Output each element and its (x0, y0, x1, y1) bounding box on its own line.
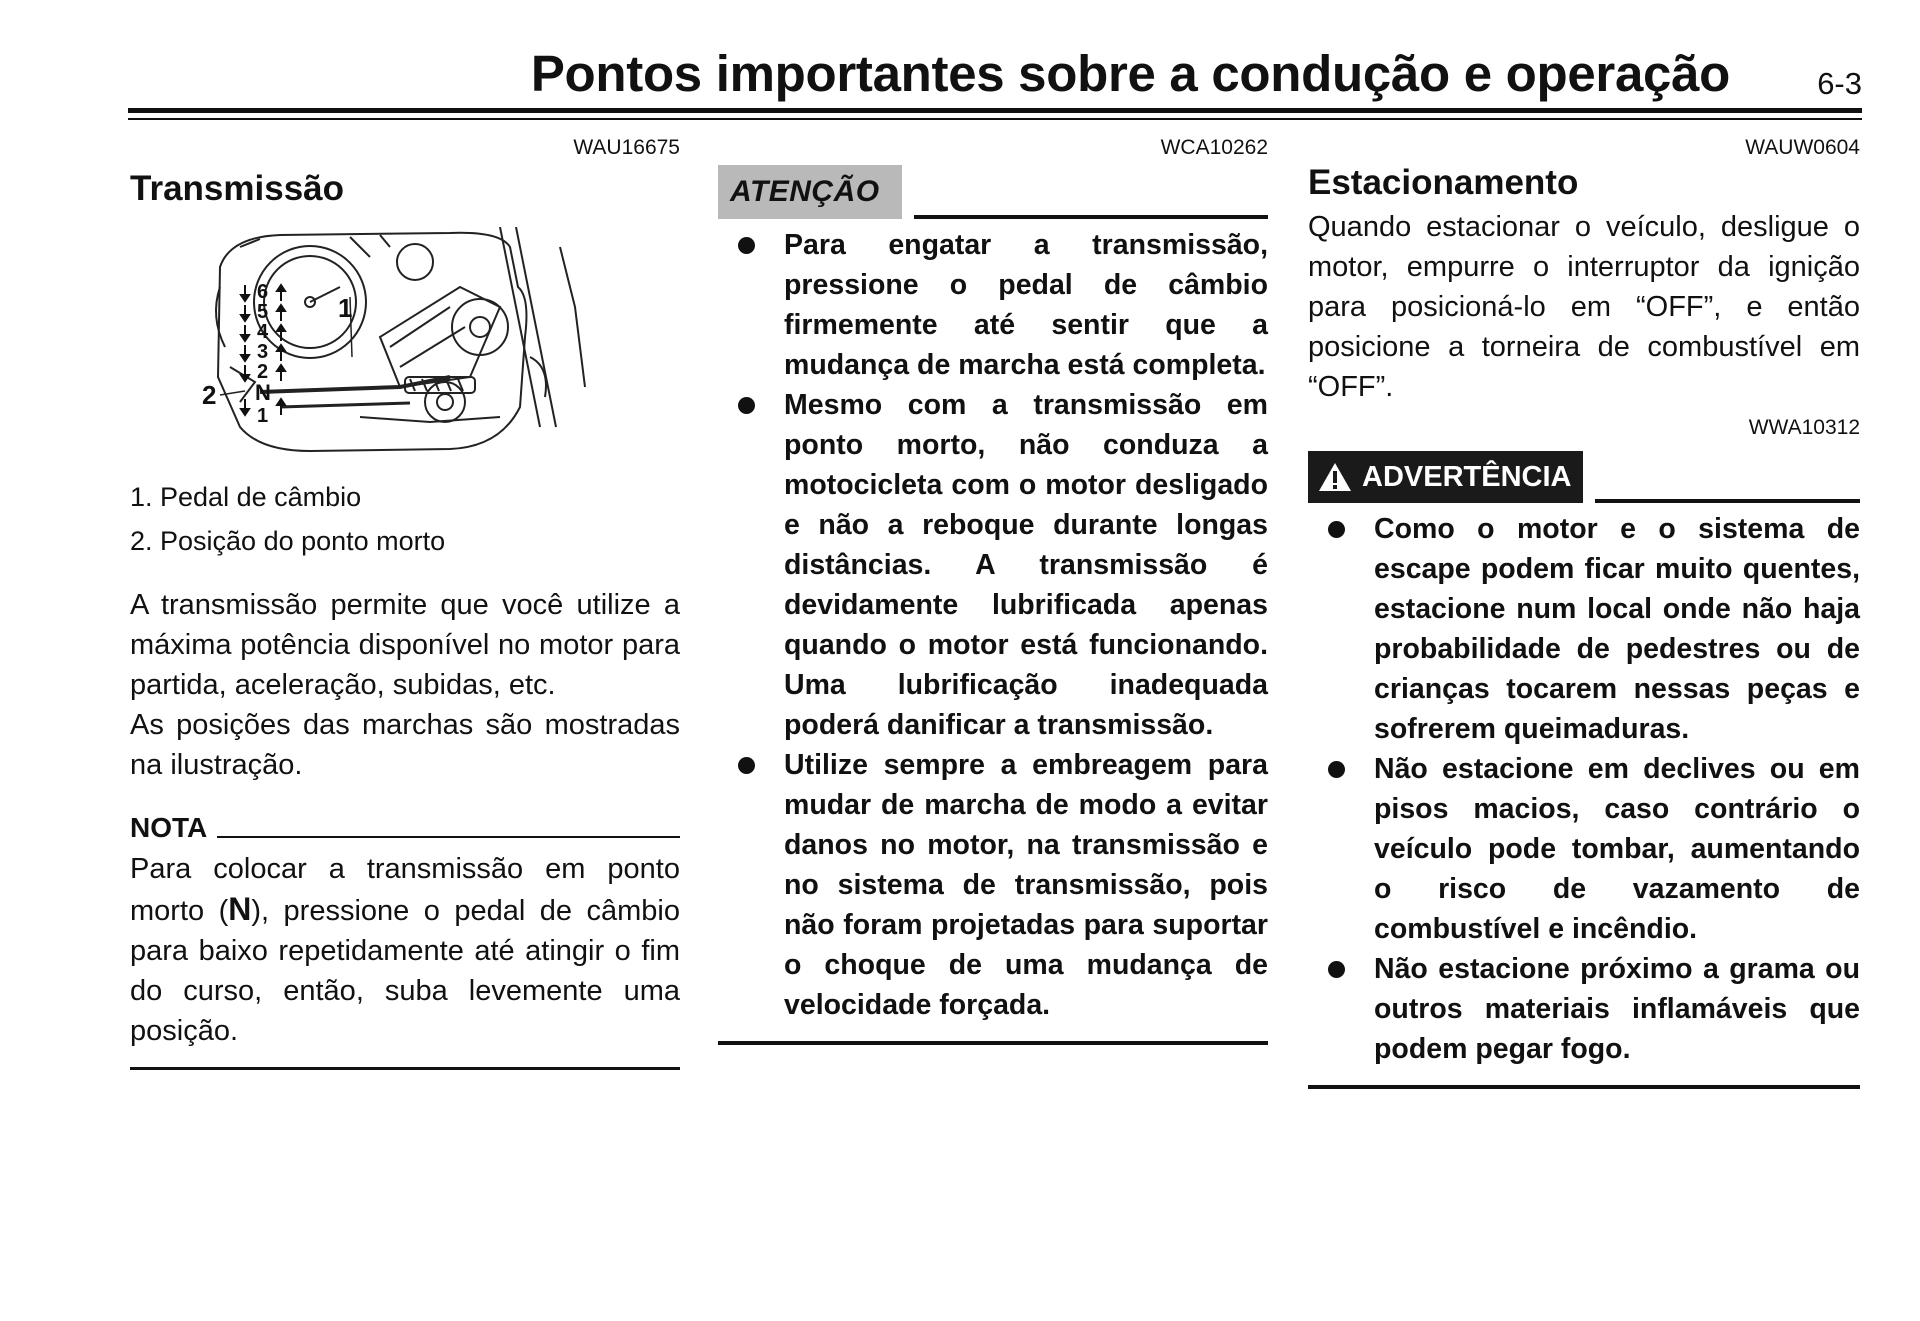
list-item (1308, 749, 1860, 949)
bullet-dot (1328, 761, 1345, 778)
warning-list (1308, 509, 1860, 1069)
paragraph-parking: Quando estacionar o veículo, desligue o motor, empurre o interruptor da ignição para posicioná-lo em “OFF”, e então posicione a torneira de combustível em “OFF”. (1308, 211, 1860, 403)
neutral-symbol: N (228, 891, 252, 927)
caution-label: ATENÇÃO (718, 165, 902, 219)
list-item (718, 385, 1268, 745)
bullet-dot (1328, 961, 1345, 978)
section-heading-parking: Estacionamento (1308, 163, 1579, 202)
gear-shift-illustration (200, 227, 590, 457)
column-transmission (130, 135, 680, 1070)
note-header (130, 811, 680, 845)
gear-1: 1 (257, 405, 269, 427)
list-item-text: Não estacione próximo a grama ou outros materiais inflamáveis que podem pegar fogo. (1374, 953, 1860, 1065)
section-code: WAU16675 (573, 136, 680, 159)
caption-1: 1. Pedal de câmbio (130, 482, 362, 512)
list-item (1308, 509, 1860, 749)
header-rule-thin (128, 118, 1862, 120)
bullet-dot (738, 397, 755, 414)
list-item-text: Mesmo com a transmissão em ponto morto, não conduza a motocicleta com o motor desligado e não a reboque durante longas distâncias. A transmissão é devidamente lubrificada apenas quando o motor está funcionando. Uma lubrificação inadequada poderá danificar a transmissão. (784, 389, 1268, 741)
note-text-before: Para colocar a transmissão em ponto morto ( (130, 853, 680, 927)
note-text-after: ), pressione o pedal de câmbio para baixo repetidamente até atingir o fim do curso, então, suba levemente uma posição. (130, 895, 681, 1047)
page-title: Pontos importantes sobre a condução e operação (530, 45, 1730, 102)
warning-end-rule (1308, 1085, 1860, 1089)
list-item-text: Utilize sempre a embreagem para mudar de marcha de modo a evitar danos no motor, na transmissão e no sistema de transmissão, pois não foram projetadas para suportar o choque de uma mudança de velocidade forçada. (784, 749, 1268, 1021)
warning-label-box (1308, 451, 1583, 503)
warning-header-rule (1595, 499, 1860, 503)
figure-label-1: 1 (338, 293, 353, 323)
gear-4: 4 (257, 321, 269, 343)
list-item (718, 745, 1268, 1025)
warning-label: ADVERTÊNCIA (1362, 461, 1572, 493)
caution-list (718, 225, 1268, 1025)
header-rule-thick (128, 108, 1862, 113)
gear-2: 2 (257, 361, 269, 383)
warning-code: WWA10312 (1748, 416, 1860, 439)
gear-5: 5 (257, 301, 269, 323)
caution-end-rule (718, 1041, 1268, 1045)
list-item-text: Não estacione em declives ou em pisos macios, caso contrário o veículo pode tombar, aumentando o risco de vazamento de combustível e incêndio. (1374, 753, 1860, 945)
caption-2: 2. Posição do ponto morto (130, 526, 446, 556)
list-item-text: Para engatar a transmissão, pressione o pedal de câmbio firmemente até sentir que a mudança de marcha está completa. (784, 229, 1268, 381)
warning-triangle-icon (1318, 461, 1352, 493)
bullet-dot (738, 757, 755, 774)
list-item-text: Como o motor e o sistema de escape podem ficar muito quentes, estacione num local onde não haja probabilidade de pedestres ou de crianças tocarem nessas peças e sofrerem queimaduras. (1374, 513, 1860, 745)
page-number: 6-3 (1817, 66, 1862, 101)
note-text (130, 849, 680, 1051)
list-item (718, 225, 1268, 385)
column-parking (1308, 135, 1860, 1089)
gear-6: 6 (257, 281, 269, 303)
caution-header-rule (914, 215, 1268, 219)
bullet-dot (738, 237, 755, 254)
gear-neutral: N (255, 380, 271, 405)
parking-code: WAUW0604 (1745, 136, 1860, 159)
figure-label-2: 2 (202, 380, 217, 410)
caution-code: WCA10262 (1160, 136, 1268, 159)
column-caution (718, 135, 1268, 1045)
note-end-rule (130, 1067, 680, 1070)
paragraph-transmission-1: A transmissão permite que você utilize a máxima potência disponível no motor para partida, aceleração, subidas, etc. (130, 589, 680, 701)
note-header-rule (217, 836, 680, 838)
note-label: NOTA (130, 812, 208, 843)
section-heading-transmission: Transmissão (130, 169, 344, 208)
list-item (1308, 949, 1860, 1069)
figure-captions (130, 475, 680, 563)
bullet-dot (1328, 521, 1345, 538)
caution-header (718, 165, 1268, 219)
warning-header (1308, 449, 1860, 503)
gear-3: 3 (257, 341, 269, 363)
paragraph-transmission-2: As posições das marchas são mostradas na ilustração. (130, 709, 680, 781)
